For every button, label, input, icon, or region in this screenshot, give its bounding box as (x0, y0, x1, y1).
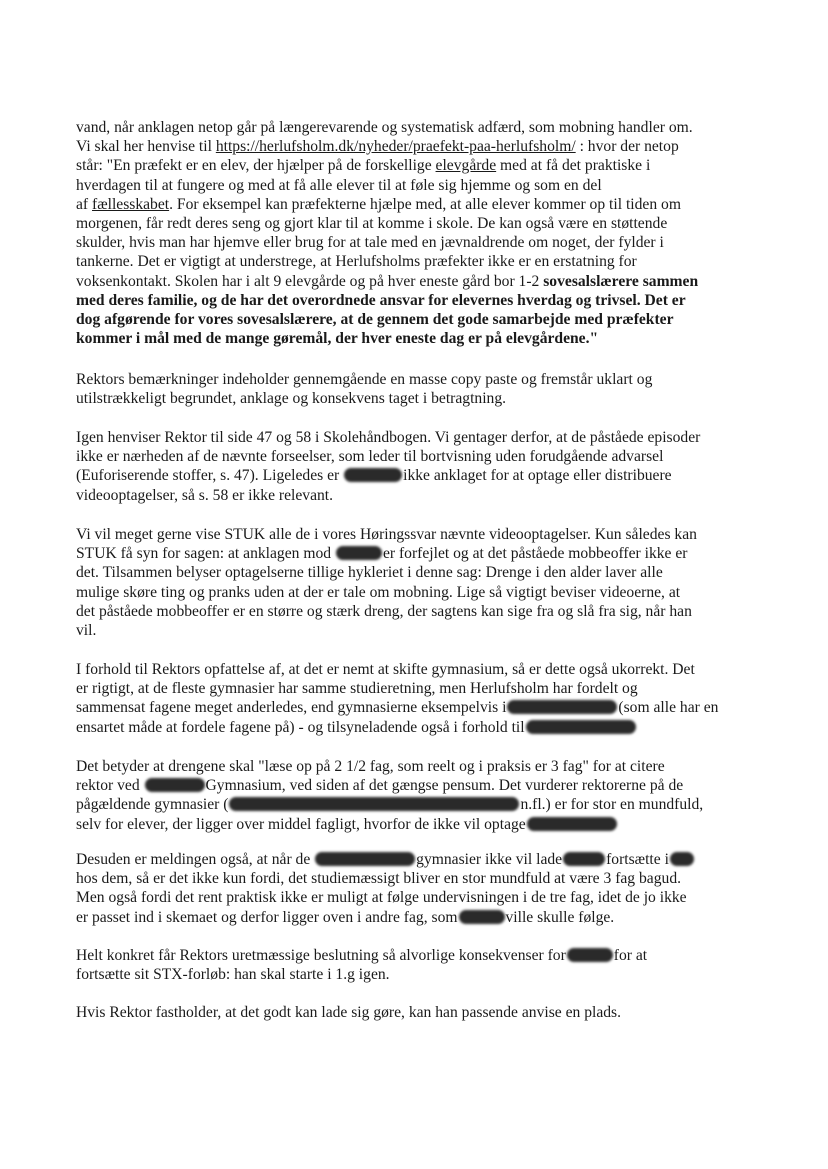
text-line (76, 544, 752, 563)
text-line: Rektors bemærkninger indeholder gennemgående en masse copy paste og fremstår uklart og (76, 371, 653, 388)
paragraph-handbook-reference (76, 428, 752, 505)
text-segment: af (76, 195, 93, 213)
text-segment: gymnasier ikke vil lade (416, 851, 563, 868)
redaction-mark (459, 910, 505, 924)
text-line: I forhold til Rektors opfattelse af, at det er nemt at skifte gymnasium, så er dette også ukorrekt. Det (76, 661, 695, 678)
text-segment: med at få det praktiske i (496, 157, 651, 175)
redaction-mark (145, 778, 205, 792)
text-line (76, 329, 752, 348)
text-segment: Vi skal her henvise til (76, 138, 216, 156)
paragraph-other-schools (76, 850, 752, 927)
redaction-mark (527, 817, 617, 831)
redaction-mark (526, 720, 636, 734)
text-line: hverdagen til at fungere og med at få alle elever til at føle sig hjemme og som en del (76, 176, 602, 194)
text-line (76, 137, 752, 156)
redaction-mark (315, 852, 415, 866)
text-line: vil. (76, 622, 97, 640)
text-segment: rektor ved (76, 777, 144, 795)
bold-segment: med deres familie, og de har det overordnede ansvar for elevernes hverdag og trivsel. Det er (76, 291, 686, 309)
text-segment: ville skulle følge. (505, 908, 615, 926)
text-line: utilstrækkeligt begrundet, anklage og konsekvens taget i betragtning. (76, 390, 507, 408)
text-segment: ensartet måde at fordele fagene på) - og tilsyneladende også i forhold til (76, 718, 525, 736)
text-line: det påståede mobbeoffer er en større og stærk dreng, der sagtens kan sige fra og slå fra sig, når han (76, 602, 692, 620)
redaction-mark (507, 700, 617, 714)
text-line (76, 795, 752, 814)
text-segment: Helt konkret får Rektors uretmæssige beslutning så alvorlige konsekvenser for (76, 947, 566, 964)
text-line: tankerne. Det er vigtigt at understrege, at Herlufsholms præfekter ikke er en erstatning for (76, 253, 637, 271)
text-segment: Gymnasium, ved siden af det gængse pensum. Det vurderer rektorerne på de (205, 777, 684, 795)
paragraph-switch-school (76, 660, 752, 737)
text-line: det. Tilsammen belyser optagelserne tillige hykleriet i denne sag: Drenge i den alder laver alle (76, 564, 663, 582)
text-line (76, 466, 752, 485)
text-segment: pågældende gymnasier ( (76, 796, 229, 814)
text-line (76, 850, 752, 869)
text-line: mulige skøre ting og pranks uden at der er tale om mobning. Lige så vigtigt beviser videoerne, at (76, 583, 681, 601)
herlufsholm-link[interactable]: https://herlufsholm.dk/nyheder/praefekt-paa-herlufsholm/ (215, 138, 576, 156)
text-segment: er passet ind i skemaet og derfor ligger oven i andre fag, som (76, 908, 458, 926)
text-segment: står: "En præfekt er en elev, der hjælper på de forskellige (76, 157, 436, 175)
paragraph-subjects (76, 757, 752, 834)
paragraph-prefect-quote (76, 118, 752, 348)
text-line (76, 272, 752, 291)
text-line: er rigtigt, at de fleste gymnasier har samme studieretning, men Herlufsholm har fordelt og (76, 680, 638, 698)
text-line (76, 718, 752, 737)
text-line (76, 946, 752, 965)
elevgaarde-link[interactable]: elevgårde (435, 157, 497, 175)
text-segment: voksenkontakt. Skolen har i alt 9 elevgårde og på hver eneste gård bor 1-2 (76, 272, 544, 290)
text-segment: er forfejlet og at det påståede mobbeoffer ikke er (382, 545, 688, 563)
redaction-mark (336, 546, 382, 560)
faellesskabet-link[interactable]: fællesskabet (92, 195, 170, 213)
text-segment: (som alle har en (618, 699, 719, 717)
text-line: morgenen, får redt deres seng og gjort klar til at komme i skole. De kan også være en støttende (76, 215, 668, 233)
text-segment: sammensat fagene meget anderledes, end gymnasierne eksempelvis i (76, 699, 507, 717)
text-line (76, 156, 752, 175)
text-line: Vi vil meget gerne vise STUK alle de i vores Høringssvar nævnte videooptagelser. Kun således kan (76, 526, 697, 543)
redaction-mark (344, 468, 402, 482)
text-line: videooptagelser, så s. 58 er ikke relevant. (76, 486, 334, 504)
text-line: Igen henviser Rektor til side 47 og 58 i Skolehåndbogen. Vi gentager derfor, at de påståede episoder (76, 429, 701, 446)
paragraph-video-recordings (76, 525, 752, 640)
text-line: Det betyder at drengene skal "læse op på 2 1/2 fag, som reelt og i praksis er 3 fag" for at citere (76, 758, 665, 775)
text-segment: ikke anklaget for at optage eller distribuere (403, 467, 672, 485)
bold-segment: dog afgørende for vores sovesalslærere, at de gennem det gode samarbejde med præfekter (76, 311, 674, 329)
text-segment: for at (613, 947, 648, 964)
redaction-mark (563, 852, 605, 866)
redaction-mark (567, 948, 613, 962)
text-line: Men også fordi det rent praktisk ikke er muligt at følge undervisningen i de tre fag, idet de jo ikke (76, 889, 687, 907)
paragraph-consequences (76, 946, 752, 984)
text-line: skulder, hvis man har hjemve eller brug for at tale med en jævnaldrende om noget, der fylder i (76, 234, 664, 252)
text-line: vand, når anklagen netop går på længerevarende og systematisk adfærd, som mobning handler om. (76, 119, 693, 136)
text-line: Hvis Rektor fastholder, at det godt kan lade sig gøre, kan han passende anvise en plads. (76, 1004, 622, 1021)
paragraph-rector-remarks (76, 370, 752, 408)
redaction-mark (229, 797, 519, 811)
text-segment: . For eksempel kan præfekterne hjælpe med, at alle elever kommer op til tiden om (169, 195, 681, 213)
text-line (76, 815, 752, 834)
text-line (76, 195, 752, 214)
text-segment: Desuden er meldingen også, at når de (76, 851, 315, 868)
text-line (76, 698, 752, 717)
text-line (76, 310, 752, 329)
paragraph-closing (76, 1003, 752, 1022)
text-segment: fortsætte i (606, 851, 669, 868)
text-line: hos dem, så er det ikke kun fordi, det studiemæssigt bliver en stor mundfuld at være 3 fag bagud. (76, 870, 682, 888)
text-line (76, 291, 752, 310)
text-segment: selv for elever, der ligger over middel fagligt, hvorfor de ikke vil optage (76, 815, 526, 833)
text-segment: STUK få syn for sagen: at anklagen mod (76, 545, 335, 563)
text-line: fortsætte sit STX-forløb: han skal starte i 1.g igen. (76, 966, 390, 984)
text-line (76, 776, 752, 795)
text-segment: (Euforiserende stoffer, s. 47). Ligeledes er (76, 467, 344, 485)
redaction-mark (670, 852, 694, 866)
text-segment: n.fl.) er for stor en mundfuld, (520, 796, 704, 814)
text-line: ikke er nærheden af de nævnte forseelser, som leder til bortvisning uden forudgående advarsel (76, 448, 664, 466)
bold-segment: kommer i mål med de mange gøremål, der hver eneste dag er på elevgårdene." (76, 330, 599, 348)
text-segment: : hvor der netop (575, 138, 679, 156)
bold-segment: sovesalslærere sammen (543, 272, 699, 290)
text-line (76, 908, 752, 927)
